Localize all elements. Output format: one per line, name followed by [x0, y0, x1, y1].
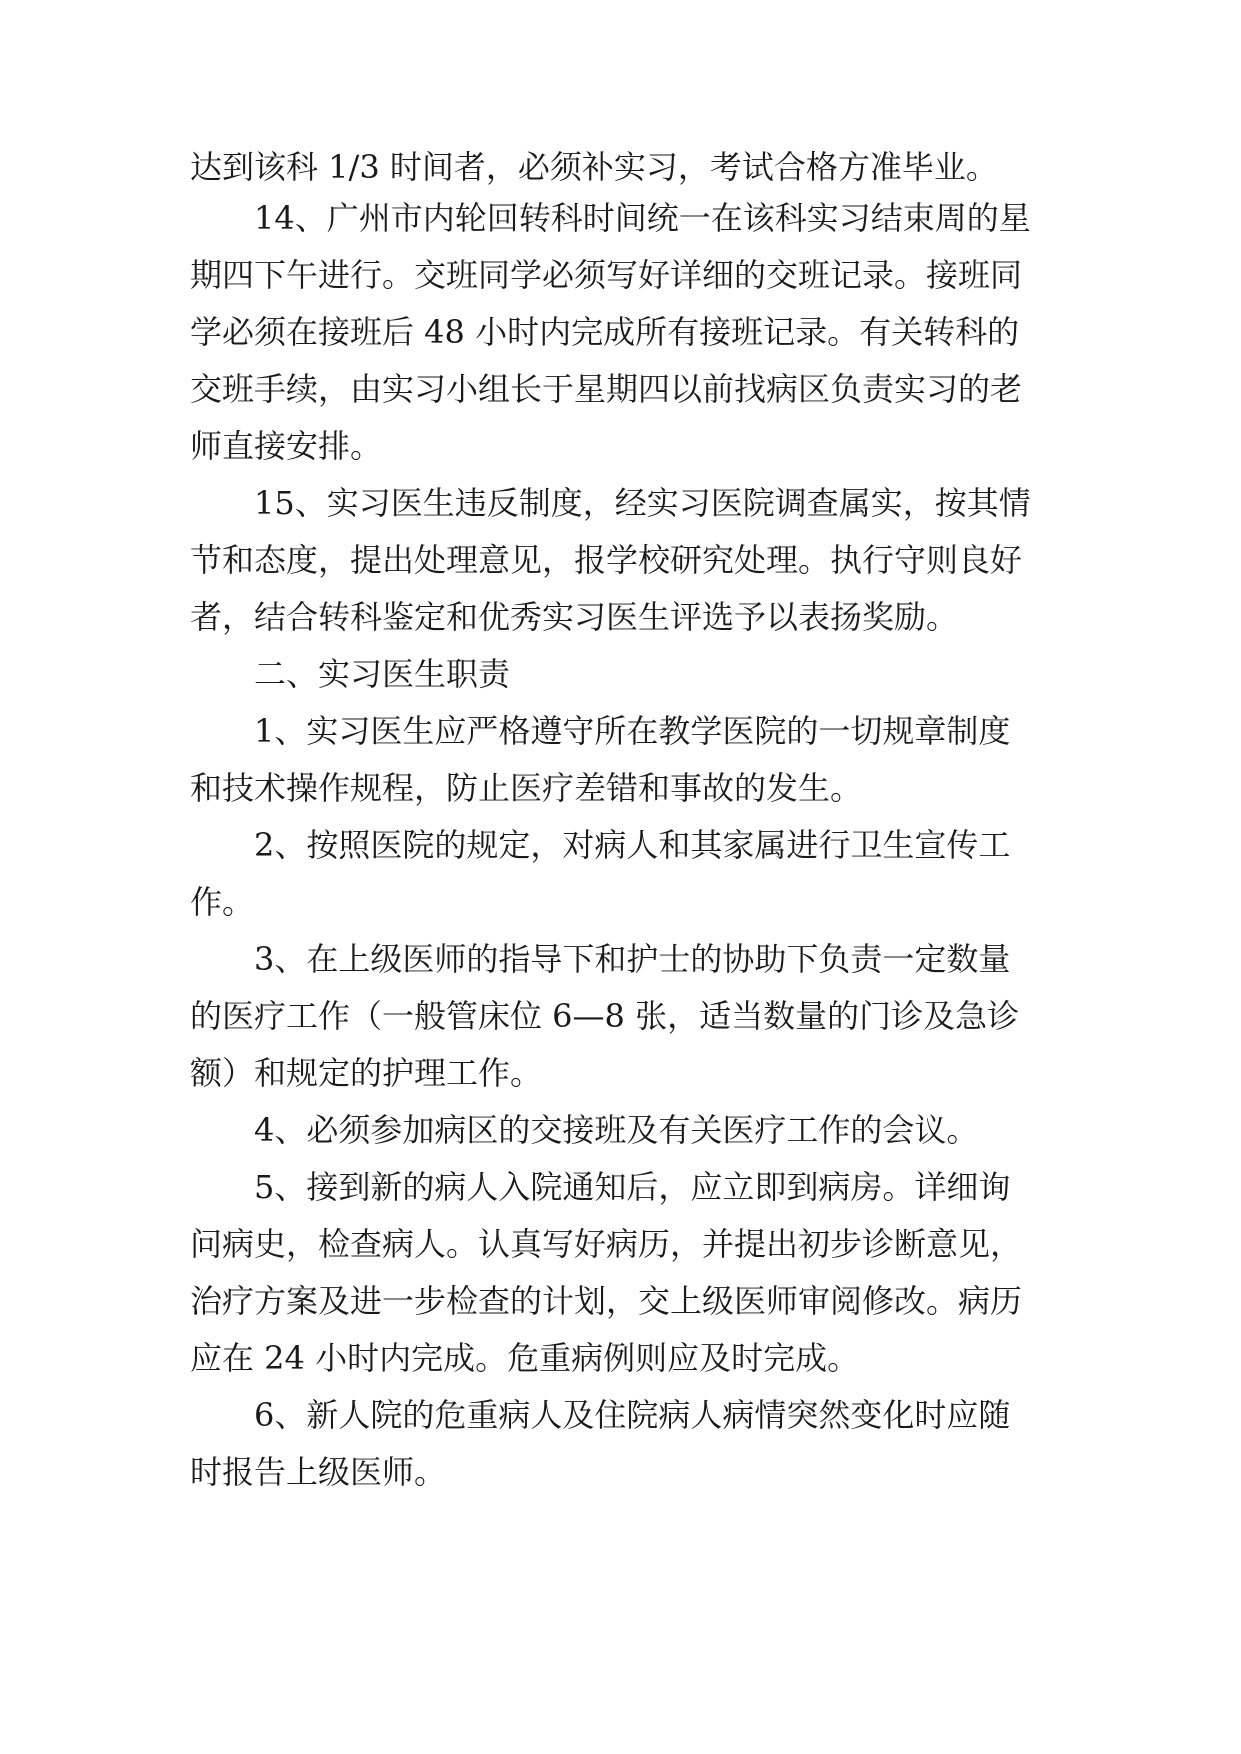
text-line: 6、新人院的危重病人及住院病人病情突然变化时应随: [254, 1396, 1011, 1434]
text-line: 4、必须参加病区的交接班及有关医疗工作的会议。: [254, 1111, 979, 1149]
text-line: 治疗方案及进一步检查的计划，交上级医师审阅修改。病历: [190, 1282, 1023, 1320]
text-line: 期四下午进行。交班同学必须写好详细的交班记录。接班同: [190, 256, 1023, 294]
text-line: 3、在上级医师的指导下和护士的协助下负责一定数量: [254, 940, 1011, 978]
text-line: 应在 24 小时内完成。危重病例则应及时完成。: [190, 1339, 860, 1377]
text-line: 交班手续，由实习小组长于星期四以前找病区负责实习的老: [190, 370, 1023, 408]
text-line: 1、实习医生应严格遵守所在教学医院的一切规章制度: [254, 712, 1011, 750]
text-line: 节和态度，提出处理意见，报学校研究处理。执行守则良好: [190, 541, 1023, 579]
text-line: 达到该科 1/3 时间者，必须补实习，考试合格方准毕业。: [190, 148, 998, 186]
text-line: 额）和规定的护理工作。: [190, 1054, 543, 1092]
text-line: 2、按照医院的规定，对病人和其家属进行卫生宣传工: [254, 826, 1011, 864]
text-line: 问病史，检查病人。认真写好病历，并提出初步诊断意见，: [190, 1225, 1023, 1263]
text-line: 学必须在接班后 48 小时内完成所有接班记录。有关转科的: [190, 313, 1020, 351]
text-line: 15、实习医生违反制度，经实习医院调查属实，按其情: [254, 484, 1031, 522]
text-line: 时报告上级医师。: [190, 1453, 447, 1491]
text-line: 14、广州市内轮回转科时间统一在该科实习结束周的星: [254, 199, 1031, 237]
text-line: 师直接安排。: [190, 427, 383, 465]
text-line: 作。: [190, 883, 255, 921]
text-line: 和技术操作规程，防止医疗差错和事故的发生。: [190, 769, 863, 807]
section-heading: 二、实习医生职责: [254, 655, 511, 693]
text-line: 5、接到新的病人入院通知后，应立即到病房。详细询: [254, 1168, 1011, 1206]
text-line: 的医疗工作（一般管床位 6—8 张，适当数量的门诊及急诊: [190, 997, 1020, 1035]
text-line: 者，结合转科鉴定和优秀实习医生评选予以表扬奖励。: [190, 598, 959, 636]
